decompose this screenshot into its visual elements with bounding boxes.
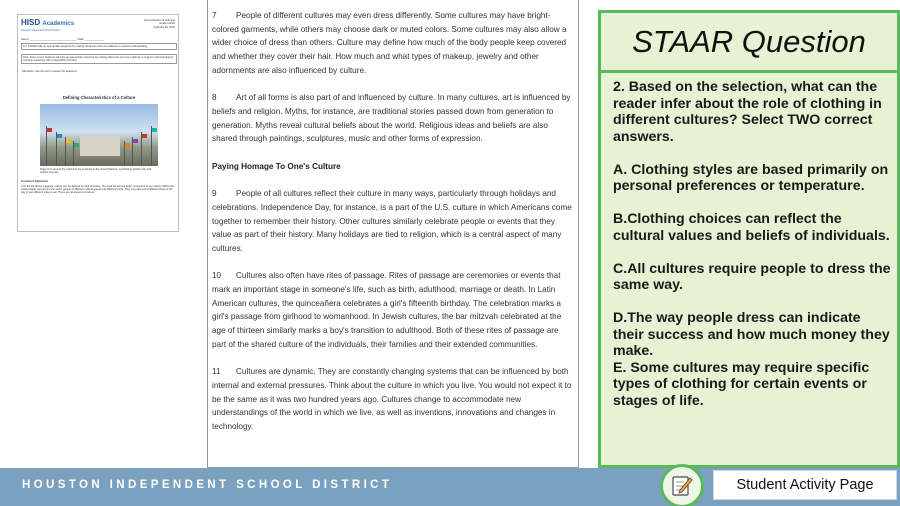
paragraph-10: 10 Cultures also often have rites of passage. Rites of passage are ceremonies or events that mark an important stage in someone's life, such as birth, adulthood, marriage or death. In Latin American cultures, the quinceañera celebrates a girl's fifteenth birthday. The celebration marks a girl's passage from girlhood to womanhood. In Jewish cultures, the bar mitzvah celebrated at the age of thirteen similarly marks a boy's transition to adulthood. Both of these rites of passage are part of the shared culture of the individuals, their families and their extended communities.	[212, 271, 562, 349]
hisd-academics-logo: HISD Academics Houston Independent School District	[21, 18, 75, 32]
united-nations-flags-photo	[40, 104, 158, 166]
thumbnail-subheading: Common Elements	[21, 179, 49, 183]
section-heading: Paying Homage To One's Culture	[212, 161, 341, 171]
question-text: 2. Based on the selection, what can the reader infer about the role of clothing in different cultures? Select TWO correct answers.	[613, 79, 882, 145]
paragraph-11: 11 Cultures are dynamic. They are constantly changing systems that can be influenced by both internal and external pressures. Think about the culture in which you live. You would not expect it to be the same as it was two hundred years ago. Cultures change to accommodate new understandings of the world in which we live, as well as inventions, innovations and changes in technology.	[212, 367, 572, 432]
thumbnail-article-title: Defining Characteristics of a Culture	[62, 95, 136, 100]
paragraph-9: 9 People of all cultures reflect their culture in many ways, particularly through holidays and celebrations. Independence Day, for instance, is a part of the U.S. culture in which Americans come together to remember their history. Other cultures similarly celebrate people or events that they value as part of their history. Many holidays are tied to religion, which is a central aspect of many cultures.	[212, 189, 572, 253]
staar-title: STAAR Question	[601, 13, 897, 73]
article-text-page	[207, 0, 579, 468]
paragraph-8: 8 Art of all forms is also part of and influenced by culture. In many cultures, art is influenced by beliefs and religion. Myths, for instance, are traditional stories passed down from generation to generation. Myths reveal cultural beliefs about the world. Religious ideas and beliefs are also shared through paintings, sculptures, music and other forms of expression.	[212, 93, 571, 144]
thumbnail-name-line: Name: ______________________________ Date: ____________	[21, 37, 104, 41]
thumbnail-body-text: 1 As the list above suggests, culture can be defined by their practices. The food we eat is a large component of our culture. Within the United States and around the world, people of different cultural groups eat different foods. They may also eat at different times of the day or use different tools to eat. These are all aspects of culture.	[21, 185, 175, 195]
thumbnail-dol-box: DOL: Given a text, students will write an appropriate response by making inferences and use evidence to support understanding by correctly answering with at least 80% accuracy.	[21, 54, 177, 64]
thumbnail-meta: Demonstration of Learning Grade 6 ENG February 25, 2022	[144, 19, 175, 29]
answer-option-c[interactable]: C.All cultures require people to dress the same way.	[613, 260, 891, 293]
student-activity-page-label: Student Activity Page	[713, 470, 897, 500]
paragraph-7: 7 People of different cultures may even dress differently. Some cultures may have bright-colored garments, while others may choose dark or muted colors. Some cultures may also allow a wider choice of dress than others. Culture may define how much of the body people keep covered and whether they cover their hair. How much and what types of makeup, jewelry and other adornments are also influenced by culture.	[212, 11, 567, 75]
thumbnail-lo-box: LO: STAAR write an appropriate response by making inferences and use evidence to support understanding.	[21, 43, 177, 50]
pencil-notepad-icon	[660, 464, 704, 506]
thumbnail-directions: Directions: Use the text to answer the questions.	[22, 70, 78, 73]
district-name: HOUSTON INDEPENDENT SCHOOL DISTRICT	[22, 479, 393, 491]
document-thumbnail	[17, 14, 179, 232]
thumbnail-photo-caption: Flags from around the world line the entrance to the United Nations, symbolizing global unity and cultural diversity.	[40, 168, 152, 175]
thumbnail-header	[21, 18, 177, 34]
answer-option-e[interactable]: E. Some cultures may require specific types of clothing for certain events or stages of life.	[613, 359, 870, 409]
staar-question-panel	[598, 10, 900, 468]
answer-option-b[interactable]: B.Clothing choices can reflect the cultural values and beliefs of individuals.	[613, 211, 890, 244]
answer-option-a[interactable]: A. Clothing styles are based primarily on personal preferences or temperature.	[613, 161, 889, 194]
answer-option-d[interactable]: D.The way people dress can indicate their success and how much money they make.	[613, 310, 890, 359]
staar-question-body	[613, 79, 893, 409]
